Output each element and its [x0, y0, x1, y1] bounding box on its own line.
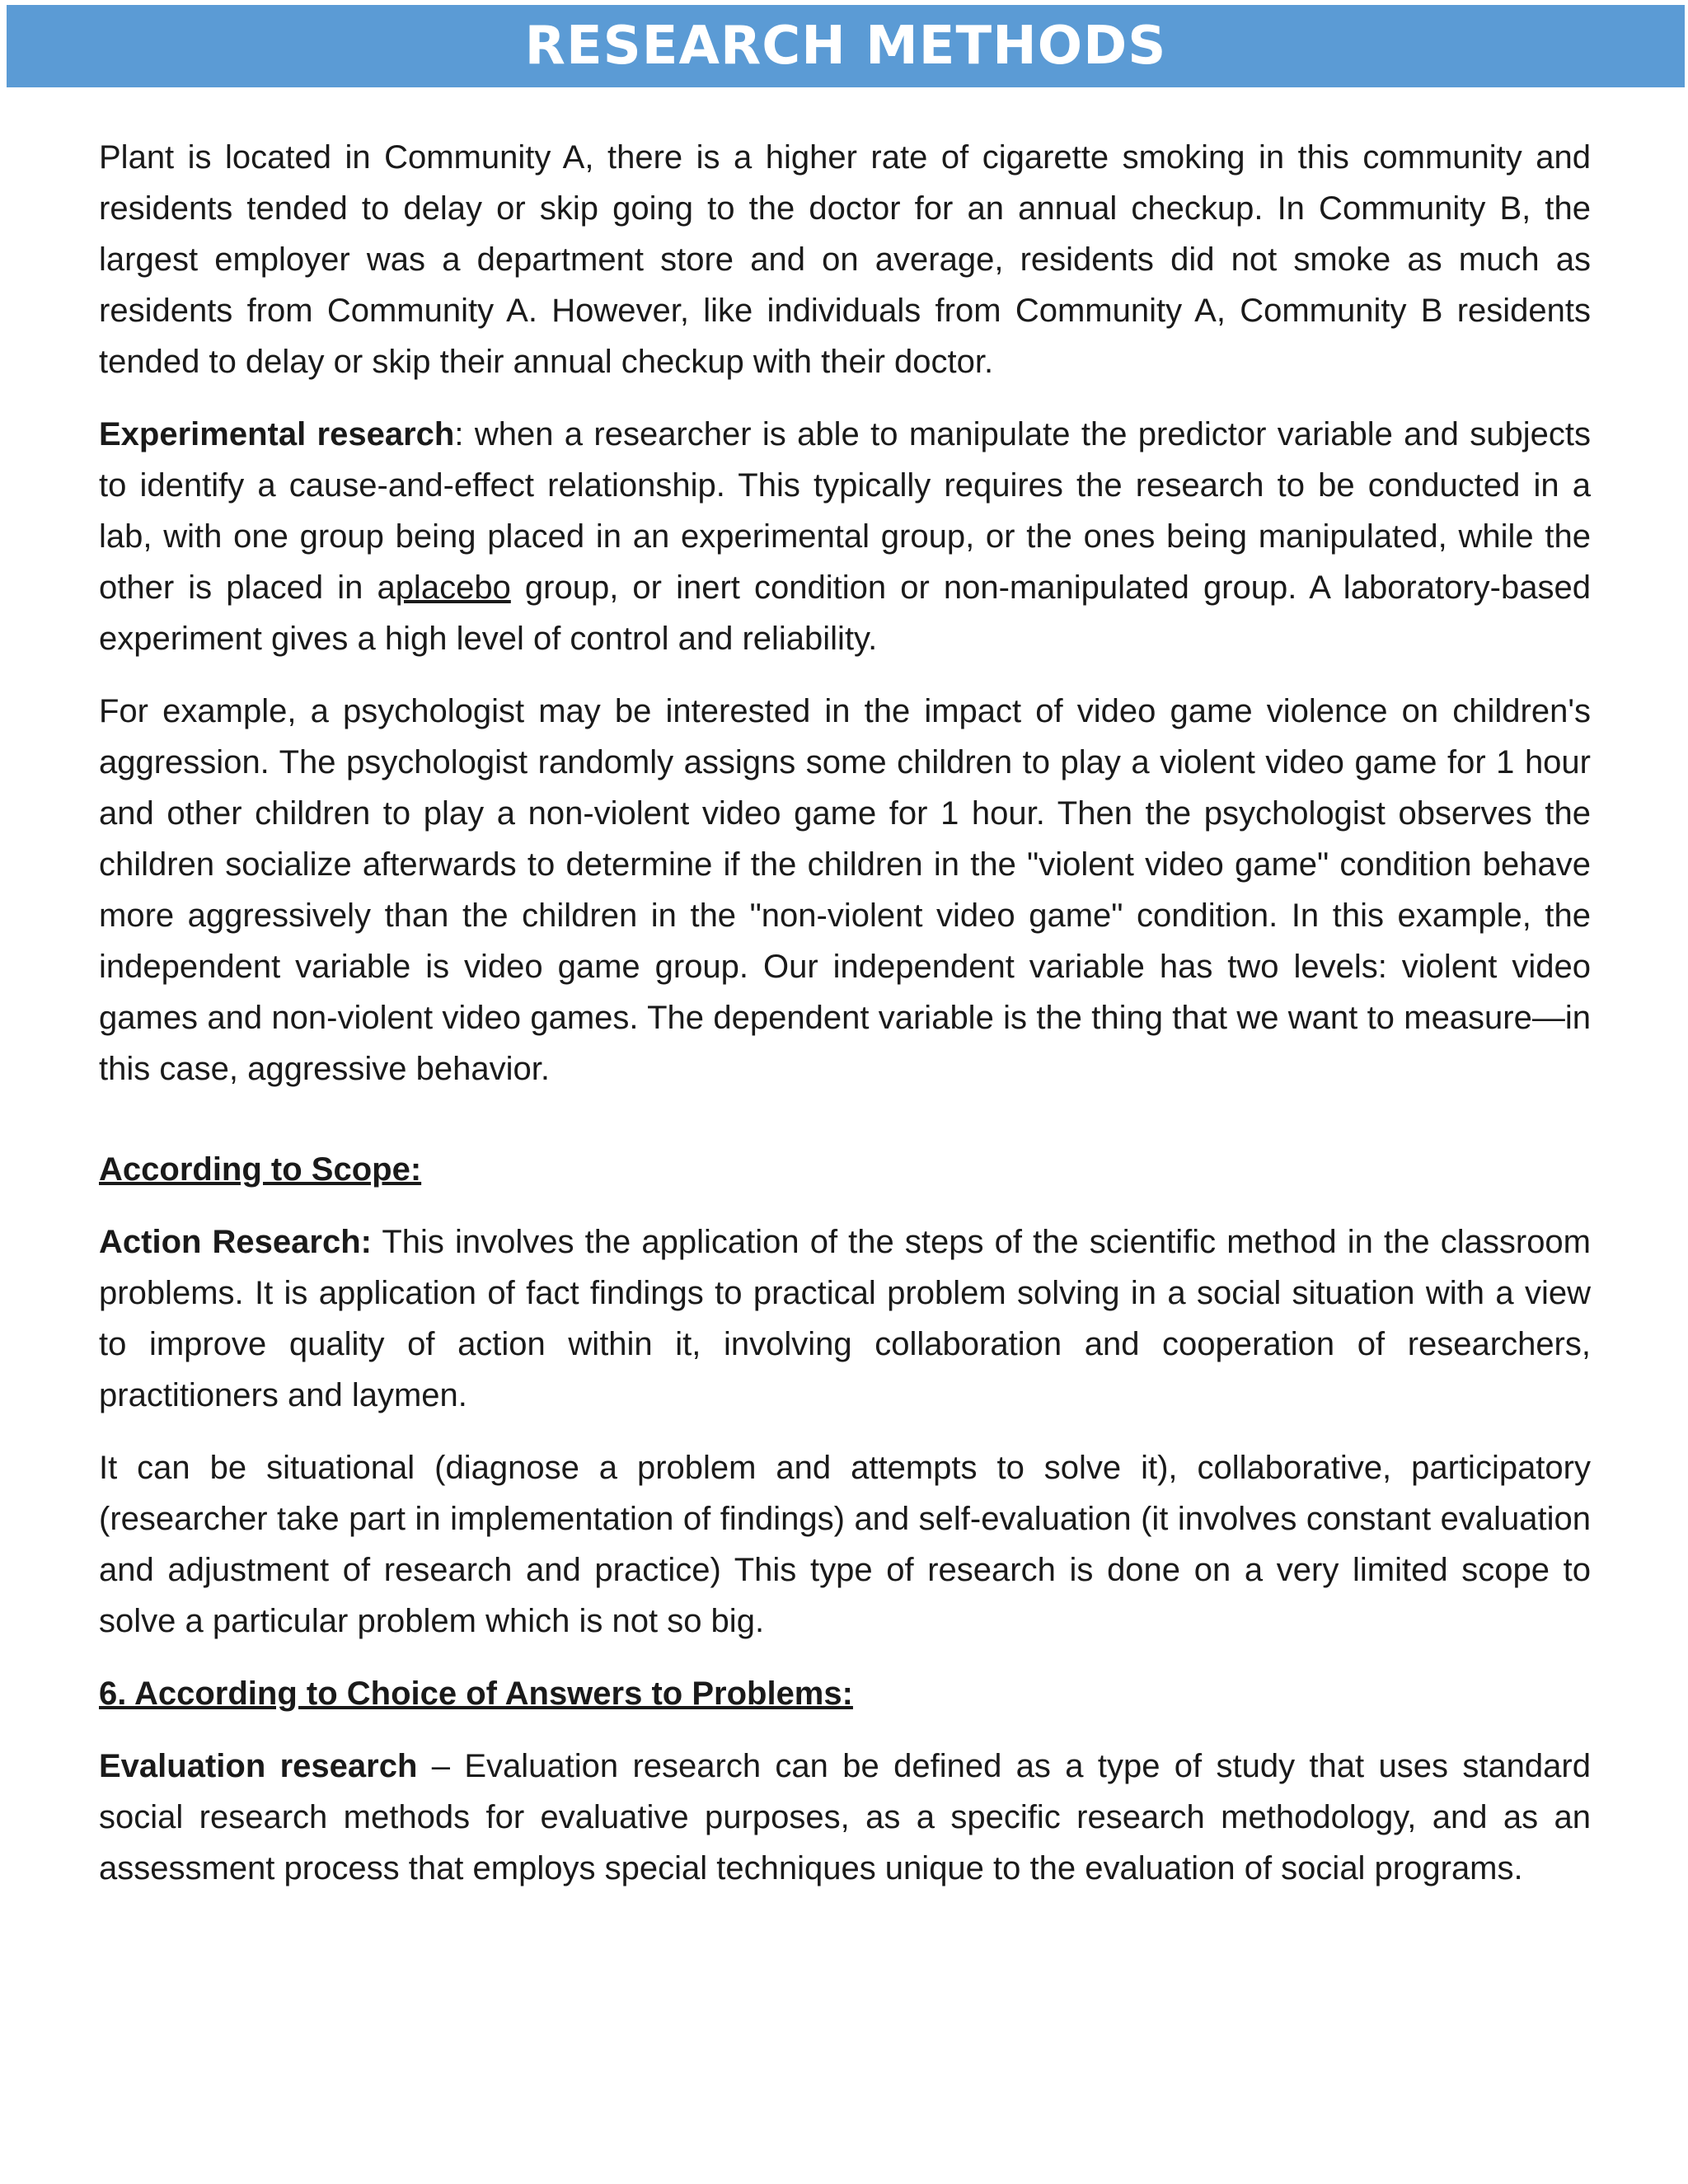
experimental-term: Experimental research: [99, 416, 455, 452]
choice-heading: 6. According to Choice of Answers to Problems:: [99, 1675, 853, 1712]
paragraph-community: Plant is located in Community A, there is a higher rate of cigarette smoking in this community and residents tended to delay or skip going to the doctor for an annual checkup. In Community B, the largest employer was a department store and on average, residents did not smoke as much as residents from Community A. However, like individuals from Community A, Community B residents tended to delay or skip their annual checkup with their doctor.: [99, 139, 1591, 380]
evaluation-text: – Evaluation research can be defined as a type of study that uses standard social research methods for evaluative purposes, as a specific research methodology, and as an assessment process that employs special techniques unique to the evaluation of social programs.: [99, 1748, 1591, 1886]
document-body: [99, 132, 1591, 1915]
paragraph-example: For example, a psychologist may be interested in the impact of video game violence on children's aggression. The psychologist randomly assigns some children to play a violent video game for 1 hour and other children to play a non-violent video game for 1 hour. Then the psychologist observes the children socialize afterwards to determine if the children in the "violent video game" condition behave more aggressively than the children in the "non-violent video game" condition. In this example, the independent variable is video game group. Our independent variable has two levels: violent video games and non-violent video games. The dependent variable is the thing that we want to measure—in this case, aggressive behavior.: [99, 693, 1591, 1087]
placebo-link[interactable]: placebo: [395, 569, 511, 606]
evaluation-term: Evaluation research: [99, 1748, 418, 1784]
action-research-text: This involves the application of the steps of the scientific method in the classroom problems. It is application of fact findings to practical problem solving in a social situation with a view to improve quality of action within it, involving collaboration and cooperation of researchers, practitioners and laymen.: [99, 1224, 1592, 1413]
experimental-text-b: group, or inert condition or non-manipulated group. A laboratory-based experiment gives a high level of control and reliability.: [99, 569, 1591, 657]
scope-heading: According to Scope:: [99, 1151, 422, 1188]
title-banner: [7, 5, 1685, 87]
paragraph-situational: It can be situational (diagnose a problem and attempts to solve it), collaborative, participatory (researcher take part in implementation of findings) and self-evaluation (it involves constant evaluation and adjustment of research and practice) This type of research is done on a very limited scope to solve a particular problem which is not so big.: [99, 1450, 1591, 1639]
paragraph-experimental: [99, 409, 1591, 664]
action-research-term: Action Research:: [99, 1224, 372, 1260]
paragraph-action-research: [99, 1216, 1591, 1421]
page-title: RESEARCH METHODS: [524, 16, 1167, 77]
paragraph-evaluation: [99, 1741, 1591, 1894]
experimental-text-a: : when a researcher is able to manipulate the predictor variable and subjects to identify a cause-and-effect relationship. This typically requires the research to be conducted in a lab, with one group being placed in an experimental group, or the ones being manipulated, while the other is placed in a: [99, 416, 1592, 606]
